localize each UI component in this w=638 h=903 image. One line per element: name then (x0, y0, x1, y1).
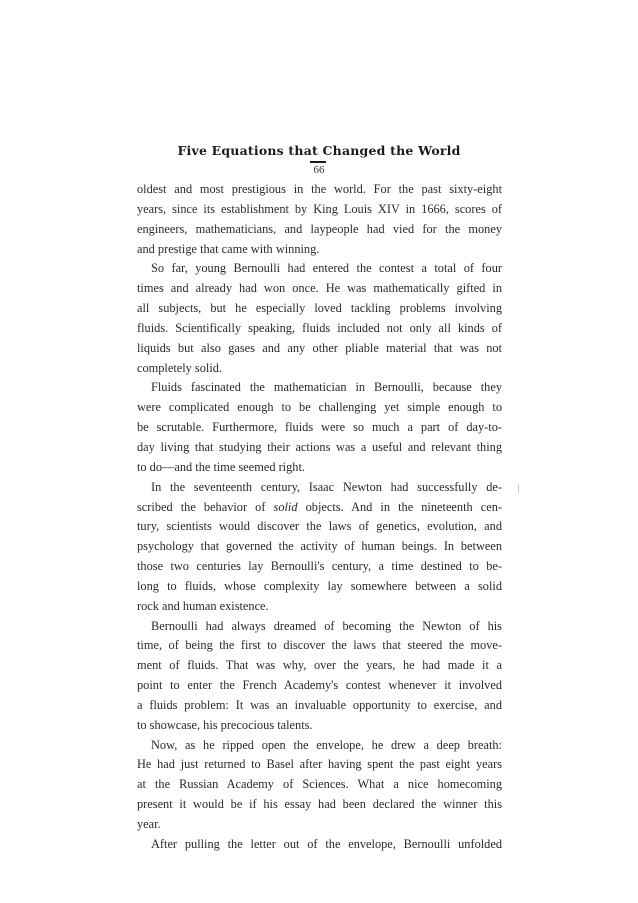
text-line: point to enter the French Academy's contest whenever it involved (137, 678, 502, 693)
text-line: oldest and most prestigious in the world. For the past sixty-eight (137, 182, 502, 196)
margin-scan-mark (518, 484, 519, 493)
text-line: tury, scientists would discover the laws of genetics, evolution, and (137, 519, 502, 534)
text-line: to do—and the time seemed right. (137, 459, 305, 474)
text-line: Now, as he ripped open the envelope, he drew a deep breath: (151, 737, 502, 752)
text-line: all subjects, but he especially loved tackling problems involving (137, 301, 502, 316)
italic-emphasis: solid (273, 499, 298, 514)
text-line: present it would be if his essay had been declared the winner this (137, 797, 502, 812)
text-line: ment of fluids. That was why, over the years, he had made it a (137, 658, 502, 673)
text-line: psychology that governed the activity of human beings. In between (137, 539, 502, 554)
text-line: In the seventeenth century, Isaac Newton had successfully de- (151, 479, 502, 494)
running-head-title: Five Equations that Changed the World (177, 143, 461, 158)
text-line: times and already had won once. He was mathematically gifted in (137, 281, 502, 296)
text-line: rock and human existence. (137, 598, 269, 613)
text-line: be scrutable. Furthermore, fluids were so much a part of day-to- (137, 420, 502, 435)
folio-rule-divider (310, 161, 326, 163)
text-line: were complicated enough to be challenging yet simple enough to (137, 400, 502, 415)
text-line: long to fluids, whose complexity lay somewhere between a solid (137, 578, 502, 593)
text-line: After pulling the letter out of the envelope, Bernoulli unfolded (151, 836, 502, 851)
text-line: and prestige that came with winning. (137, 241, 320, 256)
text-line: fluids. Scientifically speaking, fluids included not only all kinds of (137, 320, 502, 335)
text-line: to showcase, his precocious talents. (137, 717, 313, 732)
text-line: Fluids fascinated the mathematician in Bernoulli, because they (151, 380, 502, 395)
page-number: 66 (313, 164, 325, 176)
text-line: Bernoulli had always dreamed of becoming the Newton of his (151, 618, 502, 633)
text-line: engineers, mathematicians, and laypeople had vied for the money (137, 221, 502, 236)
text-line: liquids but also gases and any other pliable material that was not (137, 340, 502, 355)
text-line: day living that studying their actions was a useful and relevant thing (137, 439, 502, 454)
text-line: a fluids problem: It was an invaluable opportunity to exercise, and (137, 697, 502, 712)
body-text (137, 180, 502, 855)
text-line: scribed the behavior of solid objects. And in the nineteenth cen- (137, 499, 502, 514)
text-line: those two centuries lay Bernoulli's century, a time destined to be- (137, 559, 502, 574)
text-line: So far, young Bernoulli had entered the contest a total of four (151, 261, 502, 276)
text-line: completely solid. (137, 360, 223, 375)
text-line: year. (137, 817, 161, 831)
text-line: He had just returned to Basel after having spent the past eight years (137, 757, 502, 772)
text-line: time, of being the first to discover the laws that steered the move- (137, 638, 502, 653)
text-line: years, since its establishment by King Louis XIV in 1666, scores of (137, 201, 502, 216)
text-line: at the Russian Academy of Sciences. What a nice homecoming (137, 777, 502, 792)
